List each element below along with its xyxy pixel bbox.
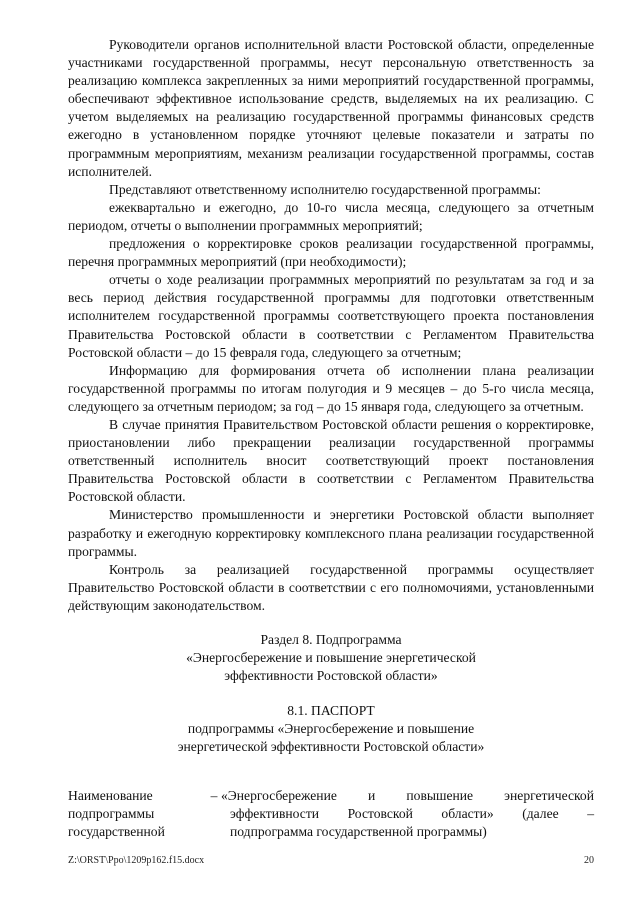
paragraph: Представляют ответственному исполнителю государственной программы: xyxy=(109,181,541,197)
paragraph: В случае принятия Правительством Ростовской области решения о корректировке, приостановлении либо прекращении реализации государственной программы ответственный исполнитель вносит соответствующий проект постановления Правительства Ростовской области в соответствии с Регламентом Правительства Ростовской области. xyxy=(68,416,594,505)
label-line: подпрограммы xyxy=(68,805,155,821)
paragraph: отчеты о ходе реализации программных мероприятий по результатам за год и за весь период действия государственной программы для подготовки ответственным исполнителем государственной программы соответствующего проекта постановления Правительства Ростовской области в соответствии с Регламентом Правительства Ростовской области – до 15 февраля года, следующего за отчетным; xyxy=(68,272,594,360)
paragraph: Министерство промышленности и энергетики Ростовской области выполняет разработку и ежегодную корректировку комплексного плана реализации государственной программы. xyxy=(68,507,594,559)
section-8-1-heading xyxy=(68,702,594,756)
label-line: государственной xyxy=(68,823,165,839)
section-8-subtitle-line: эффективности Ростовской области» xyxy=(224,668,438,684)
footer-page-number: 20 xyxy=(584,855,594,866)
section-8-1-title: 8.1. ПАСПОРТ xyxy=(287,703,375,719)
paragraph: предложения о корректировке сроков реализации государственной программы, перечня программных мероприятий (при необходимости); xyxy=(68,236,594,270)
value-line: подпрограмма государственной программы) xyxy=(230,823,487,839)
paragraph: ежеквартально и ежегодно, до 10-го числа месяца, следующего за отчетным периодом, отчеты о выполнении программных мероприятий; xyxy=(68,199,594,233)
passport-row-label xyxy=(68,787,207,841)
section-8-subtitle-line: «Энергосбережение и повышение энергетической xyxy=(186,650,476,666)
paragraph: Руководители органов исполнительной власти Ростовской области, определенные участниками государственной программы, несут персональную ответственность за реализацию комплекса закрепленных за ними мероприятий государственной программы, обеспечивают эффективное использование средств, выделяемых на их реализацию. С учетом выделяемых на реализацию государственной программы финансовых средств ежегодно в установленном порядке уточняют целевые показатели и затраты по программным мероприятиям, механизм реализации государственной программы, состав исполнителей. xyxy=(68,37,594,179)
section-8-title: Раздел 8. Подпрограмма xyxy=(260,632,402,647)
paragraph: Информацию для формирования отчета об исполнении плана реализации государственной программы по итогам полугодия и 9 месяцев – до 5-го числа месяца, следующего за отчетным периодом; за год – до 15 января года, следующего за отчетным. xyxy=(68,362,594,414)
section-8-1-subtitle-line: подпрограммы «Энергосбережение и повышение xyxy=(187,721,475,737)
passport-row-dash: – xyxy=(210,787,218,803)
footer-file-path: Z:\ORST\Ppo\1209p162.f15.docx xyxy=(68,855,205,866)
page-footer xyxy=(68,855,594,867)
value-line: эффективности Ростовской области» (далее – xyxy=(230,805,594,821)
passport-row-name xyxy=(68,787,594,841)
section-8-1-subtitle-line: энергетической эффективности Ростовской области» xyxy=(177,739,485,755)
paragraph: Контроль за реализацией государственной программы осуществляет Правительство Ростовской области в соответствии с его полномочиями, установленными действующим законодательством. xyxy=(68,561,594,613)
section-8-heading xyxy=(68,631,594,685)
value-line: «Энергосбережение и повышение энергетической xyxy=(221,787,594,803)
passport-row-value xyxy=(221,787,594,841)
label-line: Наименование xyxy=(68,787,153,803)
document-body xyxy=(68,36,594,841)
